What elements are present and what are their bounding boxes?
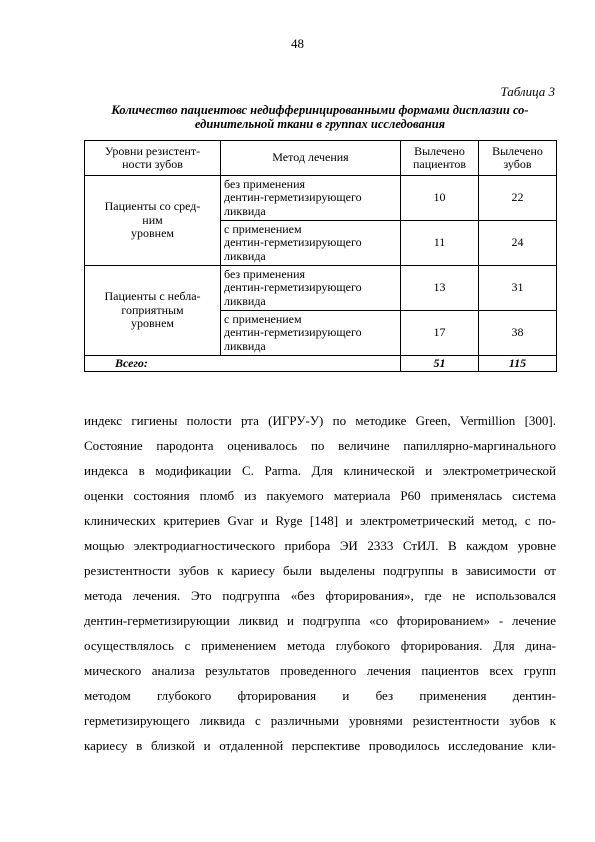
text-line: методом глубокого фторирования и без применения дентин-	[84, 688, 556, 703]
teeth-cell: 31	[479, 266, 557, 311]
text-line: кариесу в близкой и отдаленной перспективе проводилось исследование кли-	[84, 738, 556, 753]
patients-cell: 11	[401, 221, 479, 266]
header-treated-teeth: Вылечено зубов	[479, 141, 557, 176]
header-resistance-level: Уровни резистент- ности зубов	[85, 141, 221, 176]
header-treated-patients: Вылечено пациентов	[401, 141, 479, 176]
total-label: Всего:	[85, 356, 401, 372]
text-line: индекс гигиены полости рта (ИГРУ-У) по методике Green, Vermillion [300].	[84, 413, 556, 428]
table-row	[85, 266, 557, 311]
text-line: метода лечения. Это подгруппа «без фторирования», где не использовался	[84, 588, 556, 603]
teeth-cell: 38	[479, 311, 557, 356]
header-treatment-method: Метод лечения	[221, 141, 401, 176]
teeth-cell: 24	[479, 221, 557, 266]
total-row	[85, 356, 557, 372]
table-header-row	[85, 141, 557, 176]
method-cell: с применением дентин-герметизирующего ликвида	[221, 311, 401, 356]
patients-cell: 13	[401, 266, 479, 311]
method-cell: с применением дентин-герметизирующего ликвида	[221, 221, 401, 266]
total-teeth: 115	[479, 356, 557, 372]
table-title	[84, 103, 556, 131]
results-table	[84, 140, 557, 372]
group-label: Пациенты с небла- гоприятным уровнем	[85, 266, 221, 356]
patients-cell: 17	[401, 311, 479, 356]
page-number: 48	[291, 36, 304, 51]
text-line: индекса в модификации С. Parma. Для клинической и электрометрической	[84, 463, 556, 478]
table-label: Таблица 3	[500, 84, 555, 99]
text-line: герметизирующего ликвида с различными уровнями резистентности зубов к	[84, 713, 556, 728]
table-row	[85, 176, 557, 221]
patients-cell: 10	[401, 176, 479, 221]
teeth-cell: 22	[479, 176, 557, 221]
text-line: клинических критериев Gvar и Ryge [148] и электрометрический метод, с по-	[84, 513, 556, 528]
group-label: Пациенты со сред- ним уровнем	[85, 176, 221, 266]
text-line: дентин-герметизирующии ликвид и подгруппа «со фторированием» - лечение	[84, 613, 556, 628]
text-line: резистентности зубов к кариесу были выделены подгруппы в зависимости от	[84, 563, 556, 578]
text-line: мощью электродиагностического прибора ЭИ 2333 СтИЛ. В каждом уровне	[84, 538, 556, 553]
method-cell: без применения дентин-герметизирующего ликвида	[221, 266, 401, 311]
total-patients: 51	[401, 356, 479, 372]
text-line: осуществлялось с применением метода глубокого фторирования. Для дина-	[84, 638, 556, 653]
text-line: оценки состояния пломб из пакуемого материала Р60 применялась система	[84, 488, 556, 503]
body-paragraph	[84, 408, 556, 758]
method-cell: без применения дентин-герметизирующего ликвида	[221, 176, 401, 221]
text-line: Состояние пародонта оценивалось по величине папиллярно-маргинального	[84, 438, 556, 453]
table-title-line: Количество пациентовс недифферинцированными формами дисплазии со-	[111, 103, 529, 117]
table-title-line: единительной ткани в группах исследования	[194, 117, 446, 131]
text-line: мического анализа результатов проведенного лечения пациентов всех групп	[84, 663, 556, 678]
